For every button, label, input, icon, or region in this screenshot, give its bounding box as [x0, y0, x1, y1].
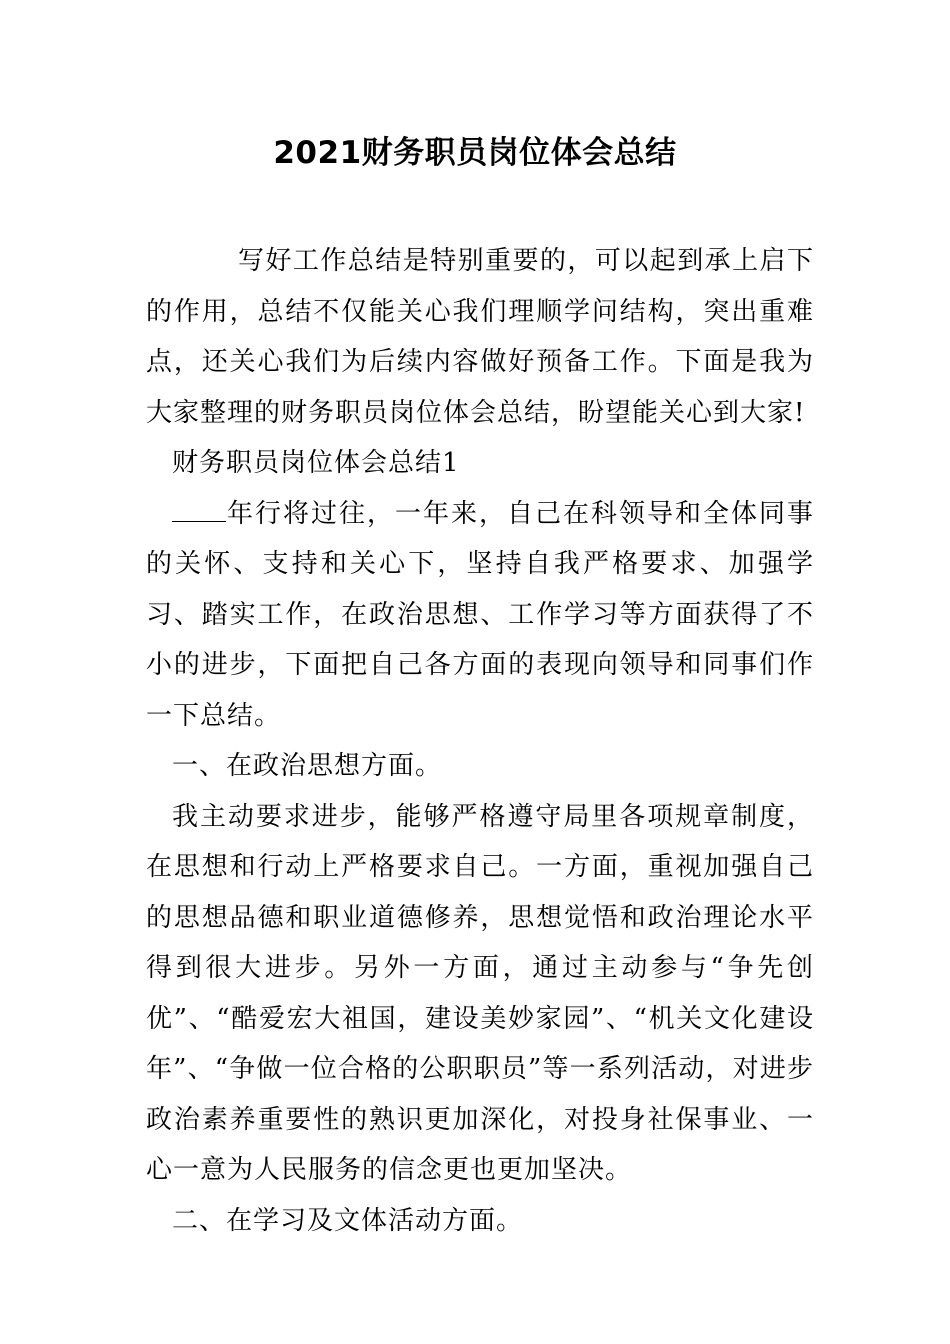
paragraph-year-summary: [146, 489, 814, 742]
document-title: 2021财务职员岗位体会总结: [273, 135, 677, 171]
paragraph-political: 我主动要求进步，能够严格遵守局里各项规章制度，在思想和行动上严格要求自己。一方面，重视加强自己的思想品德和职业道德修养，思想觉悟和政治理论水平得到很大进步。另外一方面，通过主动参与“争先创优”、“酷爱宏大祖国，建设美妙家园”、“机关文化建设年”、“争做一位合格的公职职员”等一系列活动，对进步政治素养重要性的熟识更加深化，对投身社保事业、一心一意为人民服务的信念更也更加坚决。: [146, 801, 814, 1185]
blank-underline: [172, 501, 226, 522]
paragraph-year-summary-text: 年行将过往，一年来，自己在科领导和全体同事的关怀、支持和关心下，坚持自我严格要求、加强学习、踏实工作，在政治思想、工作学习等方面获得了不小的进步，下面把自己各方面的表现向领导和同事们作一下总结。: [146, 498, 814, 731]
section-title: 财务职员岗位体会总结1: [172, 448, 460, 478]
document-body: [146, 236, 814, 1246]
heading-study-activities: 二、在学习及文体活动方面。: [172, 1205, 524, 1236]
heading-political: 一、在政治思想方面。: [172, 751, 443, 781]
intro-paragraph: 写好工作总结是特别重要的，可以起到承上启下的作用，总结不仅能关心我们理顺学问结构，突出重难点，还关心我们为后续内容做好预备工作。下面是我为大家整理的财务职员岗位体会总结，盼望能关心到大家!: [146, 246, 814, 428]
